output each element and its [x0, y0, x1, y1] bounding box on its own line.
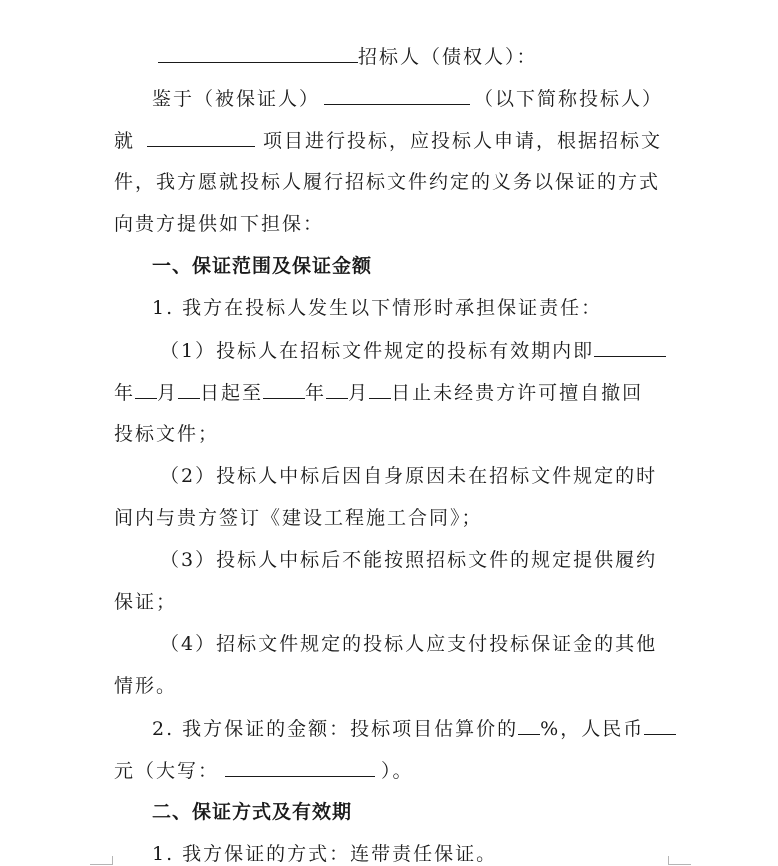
- end-year-blank[interactable]: [263, 380, 305, 399]
- end-month-blank[interactable]: [326, 380, 348, 399]
- clause-2-1: 1. 我方保证的方式：连带责任保证。: [152, 843, 498, 865]
- section-1-heading: 一、保证范围及保证金额: [152, 255, 373, 277]
- page-corner-mark-left: [90, 856, 113, 865]
- end-day-blank[interactable]: [369, 380, 391, 399]
- addressee-line: 招标人（债权人）：: [114, 44, 670, 69]
- item-2-line-2: 间内与贵方签订《建设工程施工合同》；: [114, 507, 483, 529]
- clause-1-2-line-2: 元（大写： ）。: [114, 760, 414, 782]
- clause-1-2-line-1: 2. 我方保证的金额：投标项目估算价的 %，人民币: [152, 716, 670, 741]
- intro-line-3: 件，我方愿就投标人履行招标文件约定的义务以保证的方式: [114, 171, 661, 193]
- intro-line-4: 向贵方提供如下担保：: [114, 213, 325, 235]
- validity-start-blank[interactable]: [594, 338, 666, 357]
- start-day-blank[interactable]: [178, 380, 200, 399]
- percent-blank[interactable]: [518, 716, 540, 735]
- intro-line-1: 鉴于（被保证人） （以下简称投标人）: [152, 88, 664, 110]
- item-4-line-1: （4）招标文件规定的投标人应支付投标保证金的其他: [160, 633, 658, 655]
- clause-1-1: 1. 我方在投标人发生以下情形时承担保证责任：: [152, 297, 603, 319]
- project-name-blank[interactable]: [147, 128, 255, 147]
- page-corner-mark-right: [668, 856, 691, 865]
- item-2-line-1: （2）投标人中标后因自身原因未在招标文件规定的时: [160, 465, 658, 487]
- amount-in-words-blank[interactable]: [225, 758, 375, 777]
- item-1-line-1: （1）投标人在招标文件规定的投标有效期内即: [160, 338, 670, 363]
- item-1-line-3: 投标文件；: [114, 423, 220, 445]
- guaranteed-party-blank[interactable]: [324, 86, 470, 105]
- intro-line-2: 就 项目进行投标，应投标人申请，根据招标文: [114, 130, 663, 152]
- item-3-line-1: （3）投标人中标后不能按照招标文件的规定提供履约: [160, 549, 658, 571]
- item-3-line-2: 保证；: [114, 591, 178, 613]
- tenderer-name-blank[interactable]: [158, 44, 358, 63]
- section-2-heading: 二、保证方式及有效期: [152, 801, 353, 823]
- item-4-line-2: 情形。: [114, 675, 178, 697]
- item-1-line-2: 年 月 日起至 年 月 日止未经贵方许可擅自撤回: [114, 382, 644, 404]
- start-month-blank[interactable]: [135, 380, 157, 399]
- rmb-amount-blank[interactable]: [644, 716, 676, 735]
